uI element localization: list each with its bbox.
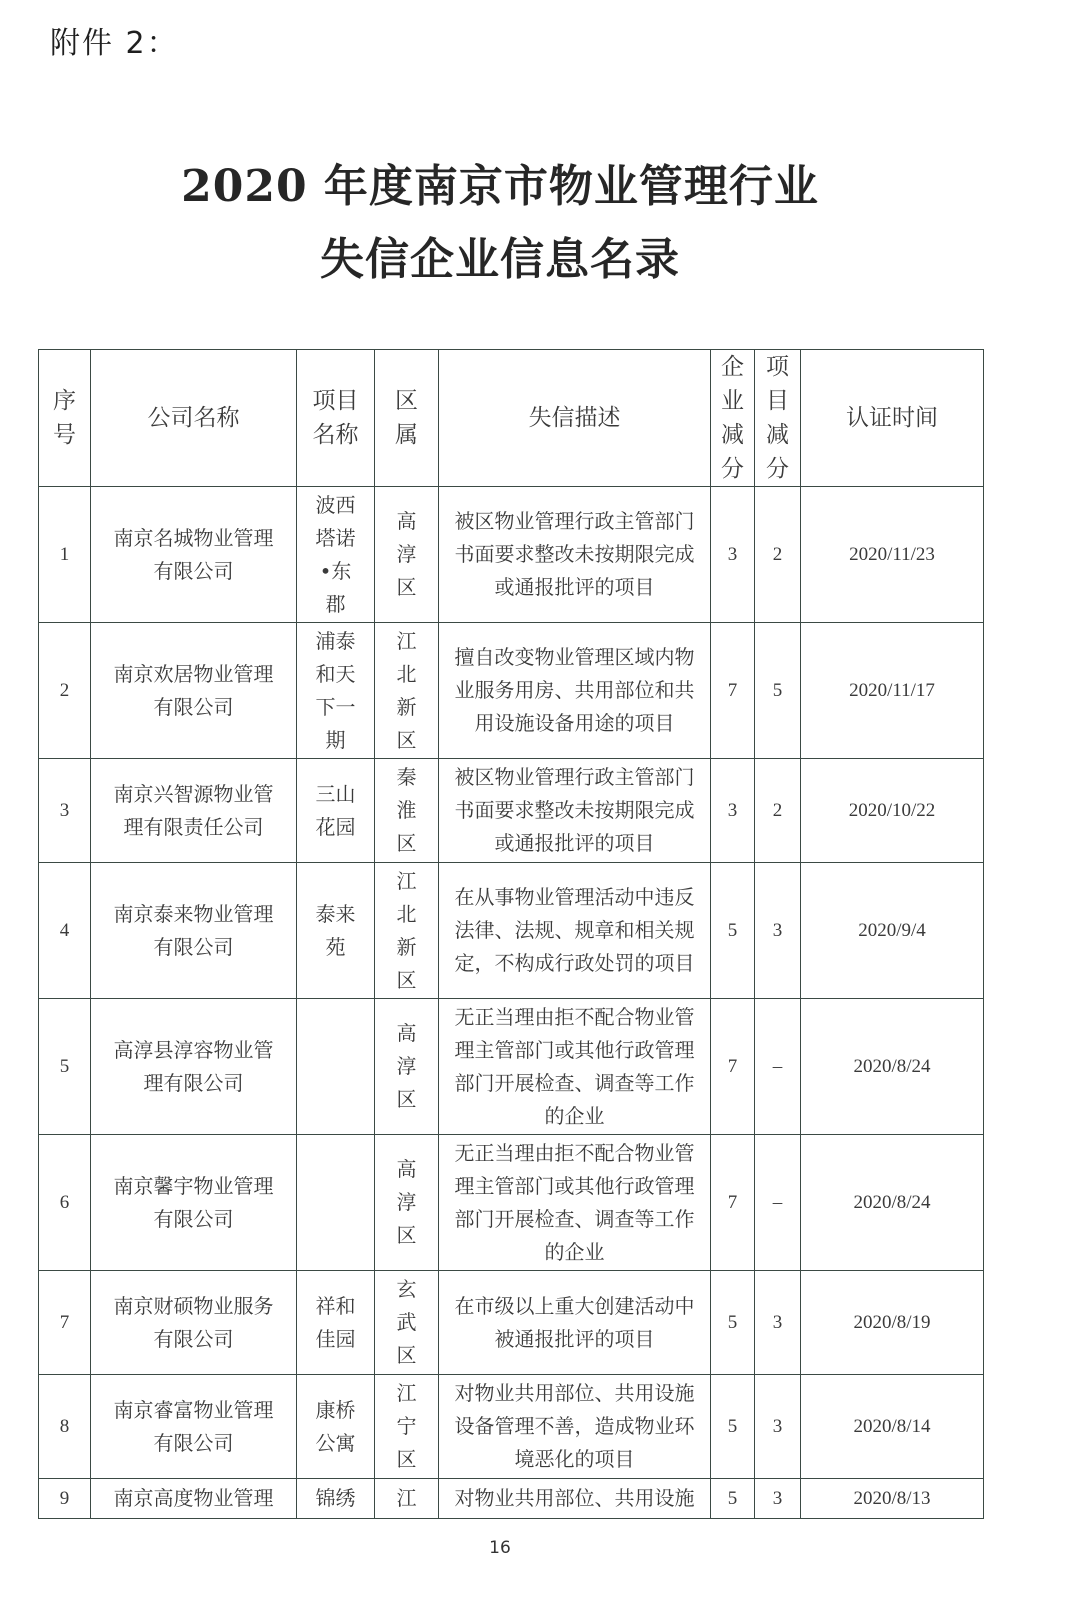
table-row [39, 999, 984, 1135]
cell-company: 高淳县淳容物业管理有限公司 [91, 999, 297, 1135]
cell-company-deduction: 7 [711, 999, 755, 1135]
cell-district: 江北新区 [375, 623, 439, 759]
attachment-label: 附件 2： [50, 26, 179, 61]
cell-date: 2020/8/24 [801, 999, 984, 1135]
cell-seq: 7 [39, 1271, 91, 1375]
cell-project: 锦绣 [297, 1479, 375, 1519]
cell-company: 南京睿富物业管理有限公司 [91, 1375, 297, 1479]
cell-company-deduction: 5 [711, 1375, 755, 1479]
cell-description: 无正当理由拒不配合物业管理主管部门或其他行政管理部门开展检查、调查等工作的企业 [439, 999, 711, 1135]
cell-date: 2020/11/17 [801, 623, 984, 759]
header-company: 公司名称 [91, 350, 297, 487]
cell-description: 被区物业管理行政主管部门书面要求整改未按期限完成或通报批评的项目 [439, 487, 711, 623]
header-date: 认证时间 [801, 350, 984, 487]
cell-district: 江 [375, 1479, 439, 1519]
cell-district: 江北新区 [375, 863, 439, 999]
table-row [39, 863, 984, 999]
table-row [39, 487, 984, 623]
cell-seq: 4 [39, 863, 91, 999]
cell-company: 南京兴智源物业管理有限责任公司 [91, 759, 297, 863]
cell-date: 2020/8/24 [801, 1135, 984, 1271]
cell-project: 康桥公寓 [297, 1375, 375, 1479]
cell-company-deduction: 7 [711, 623, 755, 759]
cell-company-deduction: 3 [711, 487, 755, 623]
header-seq: 序号 [39, 350, 91, 487]
table-row [39, 759, 984, 863]
header-project: 项目名称 [297, 350, 375, 487]
cell-project-deduction: 3 [755, 1271, 801, 1375]
cell-description: 在市级以上重大创建活动中被通报批评的项目 [439, 1271, 711, 1375]
cell-description: 被区物业管理行政主管部门书面要求整改未按期限完成或通报批评的项目 [439, 759, 711, 863]
cell-company-deduction: 5 [711, 1271, 755, 1375]
cell-seq: 3 [39, 759, 91, 863]
table-header-row [39, 350, 984, 487]
cell-date: 2020/8/13 [801, 1479, 984, 1519]
cell-company: 南京泰来物业管理有限公司 [91, 863, 297, 999]
cell-project-deduction: 3 [755, 1479, 801, 1519]
cell-company: 南京财硕物业服务有限公司 [91, 1271, 297, 1375]
cell-district: 高淳区 [375, 999, 439, 1135]
cell-project-deduction: 5 [755, 623, 801, 759]
header-company-deduction: 企业减分 [711, 350, 755, 487]
cell-date: 2020/8/19 [801, 1271, 984, 1375]
header-district: 区属 [375, 350, 439, 487]
cell-company-deduction: 7 [711, 1135, 755, 1271]
cell-seq: 1 [39, 487, 91, 623]
table-row [39, 1479, 984, 1519]
cell-date: 2020/9/4 [801, 863, 984, 999]
cell-district: 高淳区 [375, 487, 439, 623]
cell-project [297, 1135, 375, 1271]
cell-date: 2020/8/14 [801, 1375, 984, 1479]
cell-description: 在从事物业管理活动中违反法律、法规、规章和相关规定，不构成行政处罚的项目 [439, 863, 711, 999]
cell-project-deduction: – [755, 1135, 801, 1271]
header-project-deduction: 项目减分 [755, 350, 801, 487]
cell-project: 波西塔诺•东郡 [297, 487, 375, 623]
cell-company: 南京名城物业管理有限公司 [91, 487, 297, 623]
table-row [39, 623, 984, 759]
cell-company-deduction: 5 [711, 863, 755, 999]
cell-company: 南京馨宇物业管理有限公司 [91, 1135, 297, 1271]
cell-project: 祥和佳园 [297, 1271, 375, 1375]
cell-district: 江宁区 [375, 1375, 439, 1479]
cell-seq: 6 [39, 1135, 91, 1271]
table-row [39, 1135, 984, 1271]
header-description: 失信描述 [439, 350, 711, 487]
cell-seq: 2 [39, 623, 91, 759]
cell-company-deduction: 5 [711, 1479, 755, 1519]
cell-project-deduction: 2 [755, 487, 801, 623]
cell-project: 泰来苑 [297, 863, 375, 999]
cell-seq: 9 [39, 1479, 91, 1519]
cell-project-deduction: 3 [755, 863, 801, 999]
cell-district: 高淳区 [375, 1135, 439, 1271]
cell-company: 南京欢居物业管理有限公司 [91, 623, 297, 759]
cell-date: 2020/11/23 [801, 487, 984, 623]
cell-project: 浦泰和天下一期 [297, 623, 375, 759]
cell-seq: 5 [39, 999, 91, 1135]
cell-project-deduction: 3 [755, 1375, 801, 1479]
cell-project-deduction: 2 [755, 759, 801, 863]
page-number: 16 [489, 1538, 511, 1558]
cell-district: 玄武区 [375, 1271, 439, 1375]
cell-district: 秦淮区 [375, 759, 439, 863]
table-row [39, 1271, 984, 1375]
cell-project [297, 999, 375, 1135]
cell-date: 2020/10/22 [801, 759, 984, 863]
credit-list-table [38, 349, 984, 1519]
document-title-line-2: 失信企业信息名录 [320, 234, 680, 285]
document-title-line-1: 2020 年度南京市物业管理行业 [181, 161, 819, 212]
cell-description: 对物业共用部位、共用设施 [439, 1479, 711, 1519]
table-row [39, 1375, 984, 1479]
cell-project: 三山花园 [297, 759, 375, 863]
cell-project-deduction: – [755, 999, 801, 1135]
cell-description: 无正当理由拒不配合物业管理主管部门或其他行政管理部门开展检查、调查等工作的企业 [439, 1135, 711, 1271]
cell-company: 南京高度物业管理 [91, 1479, 297, 1519]
cell-description: 对物业共用部位、共用设施设备管理不善，造成物业环境恶化的项目 [439, 1375, 711, 1479]
cell-company-deduction: 3 [711, 759, 755, 863]
cell-seq: 8 [39, 1375, 91, 1479]
cell-description: 擅自改变物业管理区域内物业服务用房、共用部位和共用设施设备用途的项目 [439, 623, 711, 759]
